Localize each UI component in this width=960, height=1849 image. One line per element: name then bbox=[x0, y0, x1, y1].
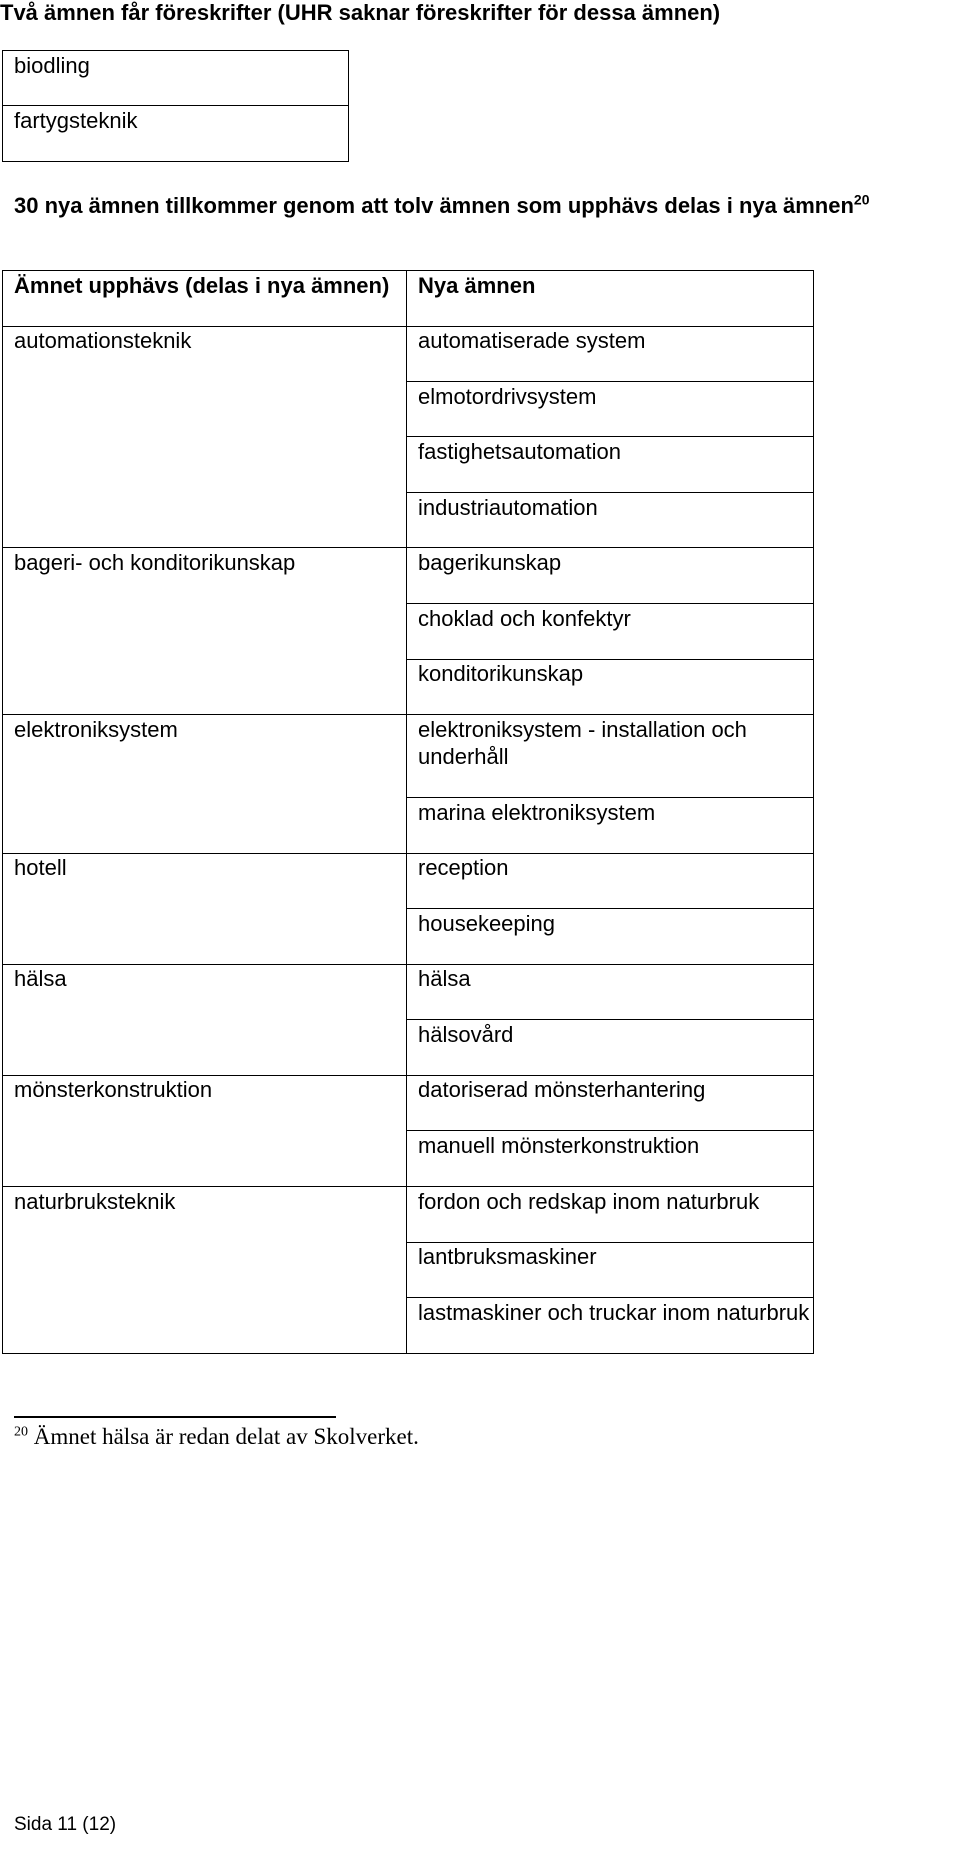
new-subject: fordon och redskap inom naturbruk bbox=[418, 1189, 760, 1214]
footnote-text: Ämnet hälsa är redan delat av Skolverket. bbox=[33, 1424, 419, 1449]
page-number: Sida 11 (12) bbox=[14, 1814, 117, 1835]
new-subject: automatiserade system bbox=[418, 328, 646, 353]
old-subject: naturbruksteknik bbox=[14, 1189, 176, 1214]
column-header-new: Nya ämnen bbox=[418, 273, 536, 298]
page-heading: Två ämnen får föreskrifter (UHR saknar föreskrifter för dessa ämnen) bbox=[0, 0, 721, 25]
old-subject: hotell bbox=[14, 855, 67, 880]
old-subject: hälsa bbox=[14, 966, 67, 991]
new-subject: elektroniksystem - installation och underhåll bbox=[418, 717, 747, 769]
new-subject: housekeeping bbox=[418, 911, 556, 936]
new-subject: choklad och konfektyr bbox=[418, 606, 631, 631]
new-subject: hälsa bbox=[418, 966, 471, 991]
new-subject: manuell mönsterkonstruktion bbox=[418, 1133, 700, 1158]
small-table-cell: fartygsteknik bbox=[14, 108, 138, 133]
new-subject: hälsovård bbox=[418, 1022, 514, 1047]
section-heading-text: 30 nya ämnen tillkommer genom att tolv ämnen som upphävs delas i nya ämnen bbox=[14, 193, 854, 218]
column-header-old: Ämnet upphävs (delas i nya ämnen) bbox=[14, 273, 390, 298]
footnote-number: 20 bbox=[14, 1424, 28, 1440]
new-subject: fastighetsautomation bbox=[418, 439, 622, 464]
section-heading bbox=[14, 193, 870, 219]
old-subject: mönsterkonstruktion bbox=[14, 1077, 213, 1102]
new-subject: konditorikunskap bbox=[418, 661, 584, 686]
new-subject: reception bbox=[418, 855, 509, 880]
footnote-ref: 20 bbox=[853, 191, 870, 208]
footnote-separator bbox=[14, 1416, 336, 1418]
old-subject: elektroniksystem bbox=[14, 717, 178, 742]
new-subject: elmotordrivsystem bbox=[418, 384, 597, 409]
new-subject: bagerikunskap bbox=[418, 550, 562, 575]
old-subject: bageri- och konditorikunskap bbox=[14, 550, 296, 575]
new-subject: marina elektroniksystem bbox=[418, 800, 656, 825]
new-subject: lastmaskiner och truckar inom naturbruk bbox=[418, 1300, 810, 1325]
new-subject: datoriserad mönsterhantering bbox=[418, 1077, 706, 1102]
new-subject: lantbruksmaskiner bbox=[418, 1244, 597, 1269]
footnote bbox=[14, 1424, 419, 1450]
old-subject: automationsteknik bbox=[14, 328, 192, 353]
small-table-cell: biodling bbox=[14, 53, 90, 78]
new-subject: industriautomation bbox=[418, 495, 598, 520]
